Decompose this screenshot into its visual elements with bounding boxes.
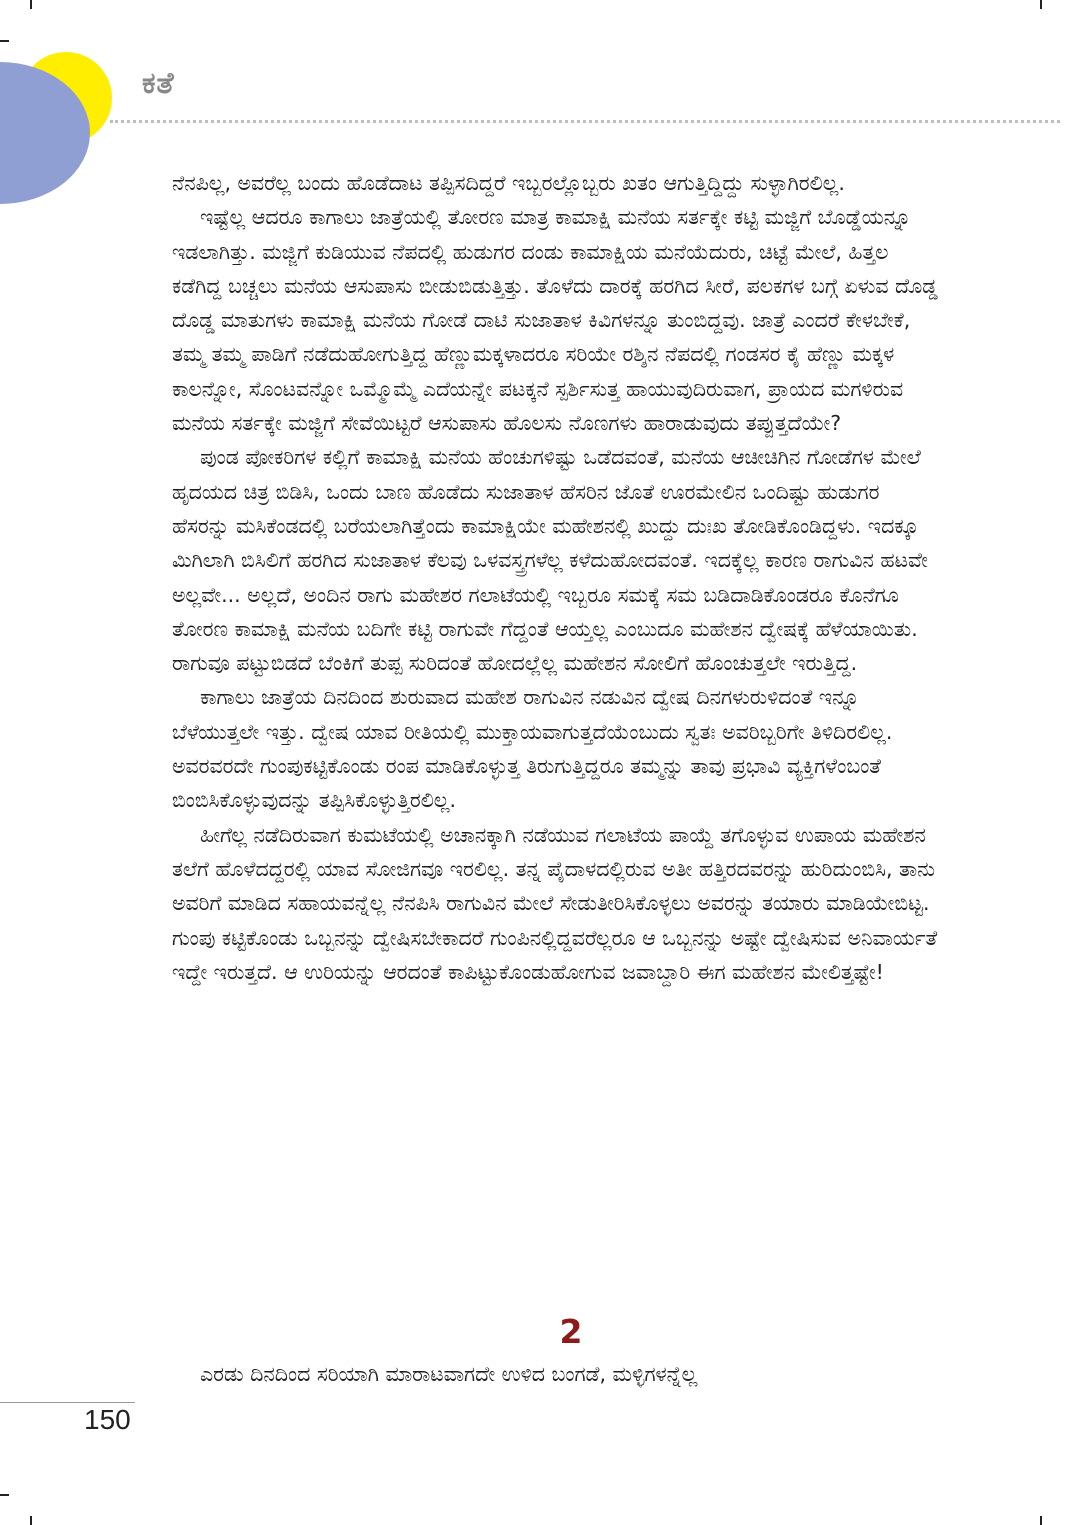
next-chapter-first-line: ಎರಡು ದಿನದಿಂದ ಸರಿಯಾಗಿ ಮಾರಾಟವಾಗದೇ ಉಳಿದ ಬಂಗಡೆ, ಮಳ್ಳಿಗಳನ್ನೆಲ್ಲ bbox=[200, 1362, 698, 1386]
crop-mark-bottom-right bbox=[1040, 1516, 1042, 1525]
crop-mark-top-right bbox=[1040, 0, 1042, 9]
paragraph: ಇಷ್ಟೆಲ್ಲ ಆದರೂ ಕಾಗಾಲು ಜಾತ್ರೆಯಲ್ಲಿ ತೋರಣ ಮಾತ್ರ ಕಾಮಾಕ್ಷಿ ಮನೆಯ ಸರ್ತಕ್ಕೇ ಕಟ್ಟಿ ಮಜ್ಜಿಗೆ ಬೊಡ್ಡೆಯನ್ನೂ ಇಡಲಾಗಿತ್ತು. ಮಜ್ಜಿಗೆ ಕುಡಿಯುವ ನೆಪದಲ್ಲಿ ಹುಡುಗರ ದಂಡು ಕಾಮಾಕ್ಷಿಯ ಮನೆಯೆದುರು, ಚಿಟ್ಟೆ ಮೇಲೆ, ಹಿತ್ತಲ ಕಡೆಗಿದ್ದ ಬಚ್ಚಲು ಮನೆಯ ಆಸುಪಾಸು ಬೀಡುಬಿಡುತ್ತಿತ್ತು. ತೊಳೆದು ದಾರಕ್ಕೆ ಹರಗಿದ ಸೀರೆ, ಪಲಕಗಳ ಬಗ್ಗೆ ಏಳುವ ದೊಡ್ಡ ದೊಡ್ಡ ಮಾತುಗಳು ಕಾಮಾಕ್ಷಿ ಮನೆಯ ಗೋಡೆ ದಾಟಿ ಸುಜಾತಾಳ ಕಿವಿಗಳನ್ನೂ ತುಂಬಿದ್ದವು. ಜಾತ್ರೆ ಎಂದರೆ ಕೇಳಬೇಕೆ, ತಮ್ಮ ತಮ್ಮ ಪಾಡಿಗೆ ನಡೆದುಹೋಗುತ್ತಿದ್ದ ಹೆಣ್ಣುಮಕ್ಕಳಾದರೂ ಸರಿಯೇ ರಶ್ಶಿನ ನೆಪದಲ್ಲಿ ಗಂಡಸರ ಕೈ ಹೆಣ್ಣು ಮಕ್ಕಳ ಕಾಲನ್ನೋ, ಸೊಂಟವನ್ನೋ ಒಮ್ಮೊಮ್ಮೆ ಎದೆಯನ್ನೇ ಪಟಕ್ಕನೆ ಸ್ಪರ್ಶಿಸುತ್ತ ಹಾಯುವುದಿರುವಾಗ, ಪ್ರಾಯದ ಮಗಳಿರುವ ಮನೆಯ ಸರ್ತಕ್ಕೇ ಮಜ್ಜಿಗೆ ಸೇವೆಯಿಟ್ಟರೆ ಆಸುಪಾಸು ಹೊಲಸು ನೊಣಗಳು ಹಾರಾಡುವುದು ತಪ್ಪುತ್ತದೆಯೇ? bbox=[172, 205, 938, 436]
paragraph: ಕಾಗಾಲು ಜಾತ್ರೆಯ ದಿನದಿಂದ ಶುರುವಾದ ಮಹೇಶ ರಾಗುವಿನ ನಡುವಿನ ದ್ವೇಷ ದಿನಗಳುರುಳಿದಂತೆ ಇನ್ನೂ ಬೆಳೆಯುತ್ತಲೇ ಇತ್ತು. ದ್ವೇಷ ಯಾವ ರೀತಿಯಲ್ಲಿ ಮುಕ್ತಾಯವಾಗುತ್ತದೆಯೆಂಬುದು ಸ್ವತಃ ಅವರಿಬ್ಬರಿಗೇ ತಿಳಿದಿರಲಿಲ್ಲ. ಅವರವರದೇ ಗುಂಪುಕಟ್ಟಿಕೊಂಡು ರಂಪ ಮಾಡಿಕೊಳ್ಳುತ್ತ ತಿರುಗುತ್ತಿದ್ದರೂ ತಮ್ಮನ್ನು ತಾವು ಪ್ರಭಾವಿ ವ್ಯಕ್ತಿಗಳೆಂಬಂತೆ ಬಿಂಬಿಸಿಕೊಳ್ಳುವುದನ್ನು ತಪ್ಪಿಸಿಕೊಳ್ಳುತ್ತಿರಲಿಲ್ಲ. bbox=[172, 685, 893, 813]
crop-mark-left-upper bbox=[0, 40, 9, 42]
paragraph: ಹೀಗೆಲ್ಲ ನಡೆದಿರುವಾಗ ಕುಮಟೆಯಲ್ಲಿ ಅಚಾನಕ್ಕಾಗಿ ನಡೆಯುವ ಗಲಾಟೆಯ ಪಾಯ್ದೆ ತಗೊಳ್ಳುವ ಉಪಾಯ ಮಹೇಶನ ತಲೆಗೆ ಹೊಳೆದದ್ದರಲ್ಲಿ ಯಾವ ಸೋಜಿಗವೂ ಇರಲಿಲ್ಲ. ತನ್ನ ಪೈದಾಳದಲ್ಲಿರುವ ಅತೀ ಹತ್ತಿರದವರನ್ನು ಹುರಿದುಂಬಿಸಿ, ತಾನು ಅವರಿಗೆ ಮಾಡಿದ ಸಹಾಯವನ್ನೆಲ್ಲ ನೆನಪಿಸಿ ರಾಗುವಿನ ಮೇಲೆ ಸೇಡುತೀರಿಸಿಕೊಳ್ಳಲು ಅವರನ್ನು ತಯಾರು ಮಾಡಿಯೇಬಿಟ್ಟ. ಗುಂಪು ಕಟ್ಟಿಕೊಂಡು ಒಬ್ಬನನ್ನು ದ್ವೇಷಿಸಬೇಕಾದರೆ ಗುಂಪಿನಲ್ಲಿದ್ದವರೆಲ್ಲರೂ ಆ ಒಬ್ಬನನ್ನು ಅಷ್ಟೇ ದ್ವೇಷಿಸುವ ಅನಿವಾರ್ಯತೆ ಇದ್ದೇ ಇರುತ್ತದೆ. ಆ ಉರಿಯನ್ನು ಆರದಂತೆ ಕಾಪಿಟ್ಟುಕೊಂಡುಹೋಗುವ ಜವಾಬ್ದಾರಿ ಈಗ ಮಹೇಶನ ಮೇಲಿತ್ತಷ್ಟೇ! bbox=[172, 822, 938, 984]
section-label: ಕತೆ bbox=[142, 66, 175, 101]
crop-mark-left-lower bbox=[0, 1494, 9, 1496]
page-number: 150 bbox=[84, 1404, 131, 1435]
crop-mark-top-left bbox=[30, 0, 32, 9]
paragraph: ಪುಂಡ ಪೋಕರಿಗಳ ಕಲ್ಲಿಗೆ ಕಾಮಾಕ್ಷಿ ಮನೆಯ ಹೆಂಚುಗಳಿಷ್ಟು ಒಡೆದವಂತೆ, ಮನೆಯ ಆಚೀಚಿಗಿನ ಗೋಡೆಗಳ ಮೇಲೆ ಹೃದಯದ ಚಿತ್ರ ಬಿಡಿಸಿ, ಒಂದು ಬಾಣ ಹೊಡೆದು ಸುಜಾತಾಳ ಹೆಸರಿನ ಜೊತೆ ಊರಮೇಲಿನ ಒಂದಿಷ್ಟು ಹುಡುಗರ ಹೆಸರನ್ನು ಮಸಿಕೆಂಡದಲ್ಲಿ ಬರೆಯಲಾಗಿತ್ತೆಂದು ಕಾಮಾಕ್ಷಿಯೇ ಮಹೇಶನಲ್ಲಿ ಖುದ್ದು ದುಃಖ ತೋಡಿಕೊಂಡಿದ್ದಳು. ಇದಕ್ಕೂ ಮಿಗಿಲಾಗಿ ಬಿಸಿಲಿಗೆ ಹರಗಿದ ಸುಜಾತಾಳ ಕೆಲವು ಒಳವಸ್ತ್ರಗಳೆಲ್ಲ ಕಳೆದುಹೋದವಂತೆ. ಇದಕ್ಕೆಲ್ಲ ಕಾರಣ ರಾಗುವಿನ ಹಟವೇ ಅಲ್ಲವೇ... ಅಲ್ಲದೆ, ಅಂದಿನ ರಾಗು ಮಹೇಶರ ಗಲಾಟೆಯಲ್ಲಿ ಇಬ್ಬರೂ ಸಮಕ್ಕೆ ಸಮ ಬಡಿದಾಡಿಕೊಂಡರೂ ಕೊನೆಗೂ ತೋರಣ ಕಾಮಾಕ್ಷಿ ಮನೆಯ ಬದಿಗೇ ಕಟ್ಟಿ ರಾಗುವೇ ಗೆದ್ದಂತೆ ಆಯ್ತಲ್ಲ ಎಂಬುದೂ ಮಹೇಶನ ದ್ವೇಷಕ್ಕೆ ಹೆಳೆಯಾಯಿತು. ರಾಗುವೂ ಪಟ್ಟುಬಿಡದೆ ಬೆಂಕಿಗೆ ತುಪ್ಪ ಸುರಿದಂತೆ ಹೋದಲ್ಲೆಲ್ಲ ಮಹೇಶನ ಸೋಲಿಗೆ ಹೊಂಚುತ್ತಲೇ ಇರುತ್ತಿದ್ದ. bbox=[172, 445, 928, 676]
paragraph: ನೆನಪಿಲ್ಲ, ಅವರೆಲ್ಲ ಬಂದು ಹೊಡೆದಾಟ ತಪ್ಪಿಸದಿದ್ದರೆ ಇಬ್ಬರಲ್ಲೊಬ್ಬರು ಖತಂ ಆಗುತ್ತಿದ್ದಿದ್ದು ಸುಳ್ಳಾಗಿರಲಿಲ್ಲ. bbox=[172, 171, 845, 195]
chapter-number: 2 bbox=[559, 1312, 583, 1351]
header-dotted-rule bbox=[110, 120, 1060, 123]
story-body bbox=[172, 166, 942, 989]
crop-mark-bottom-left bbox=[30, 1516, 32, 1525]
footer-rule bbox=[0, 1402, 135, 1403]
